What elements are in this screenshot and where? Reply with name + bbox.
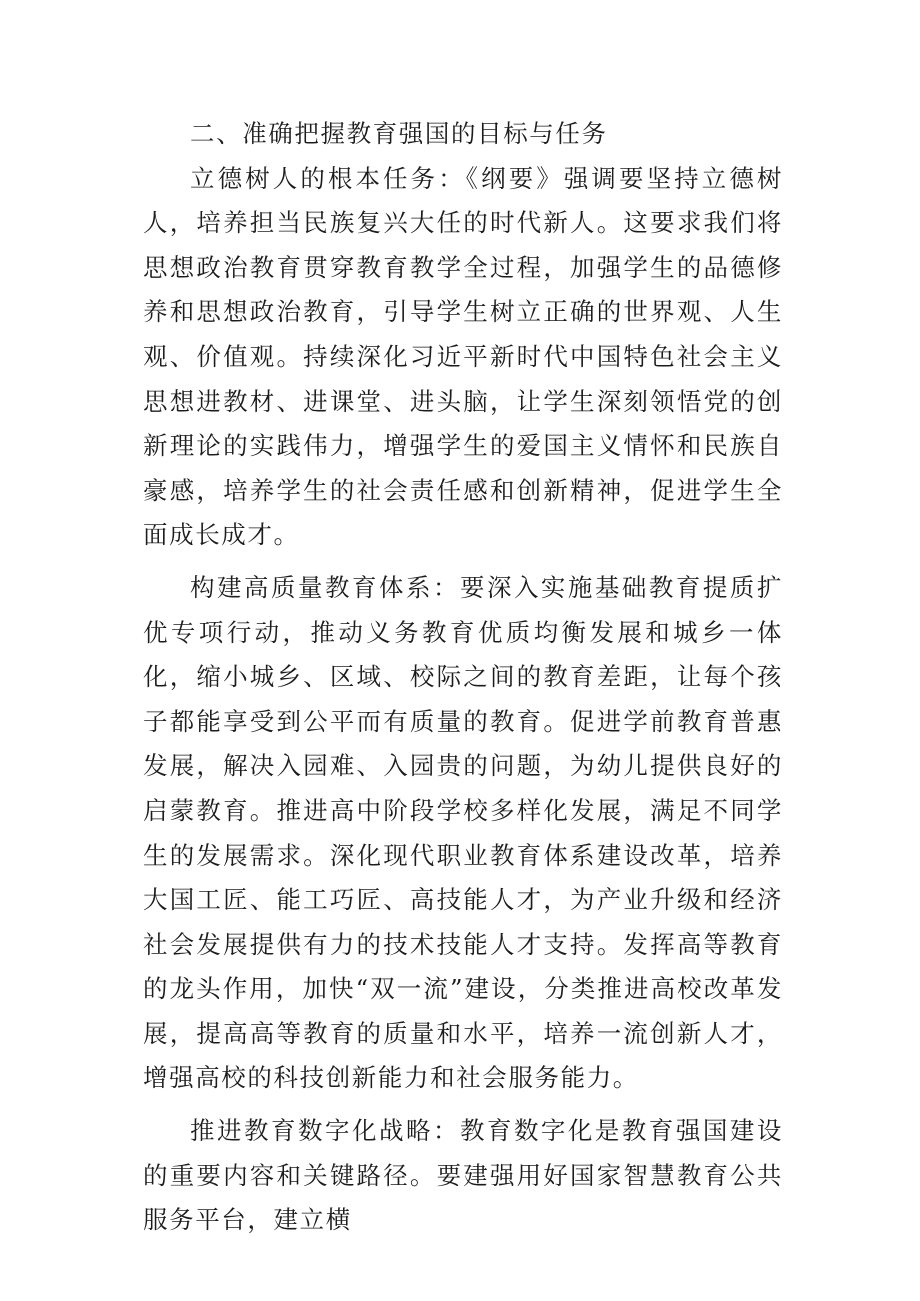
paragraph-education-system: 构建高质量教育体系：要深入实施基础教育提质扩优专项行动，推动义务教育优质均衡发展和城乡一体化，缩小城乡、区域、校际之间的教育差距，让每个孩子都能享受到公平而有质量的教育。促进学前教育普惠发展，解决入园难、入园贵的问题，为幼儿提供良好的启蒙教育。推进高中阶段学校多样化发展，满足不同学生的发展需求。深化现代职业教育体系建设改革，培养大国工匠、能工巧匠、高技能人才，为产业升级和经济社会发展提供有力的技术技能人才支持。发挥高等教育的龙头作用，加快“双一流”建设，分类推进高校改革发展，提高高等教育的质量和水平，培养一流创新人才，增强高校的科技创新能力和社会服务能力。 <box>143 572 783 1093</box>
section-heading: 二、准确把握教育强国的目标与任务 <box>190 119 608 148</box>
paragraph-digitalization: 推进教育数字化战略：教育数字化是教育强国建设的重要内容和关键路径。要建强用好国家智慧教育公共服务平台，建立横 <box>143 1116 783 1235</box>
paragraph-moral-education: 立德树人的根本任务：《纲要》强调要坚持立德树人，培养担当民族复兴大任的时代新人。这要求我们将思想政治教育贯穿教育教学全过程，加强学生的品德修养和思想政治教育，引导学生树立正确的世界观、人生观、价值观。持续深化习近平新时代中国特色社会主义思想进教材、进课堂、进头脑，让学生深刻领悟党的创新理论的实践伟力，增强学生的爱国主义情怀和民族自豪感，培养学生的社会责任感和创新精神，促进学生全面成长成才。 <box>143 163 783 550</box>
document-body <box>143 112 783 1243</box>
